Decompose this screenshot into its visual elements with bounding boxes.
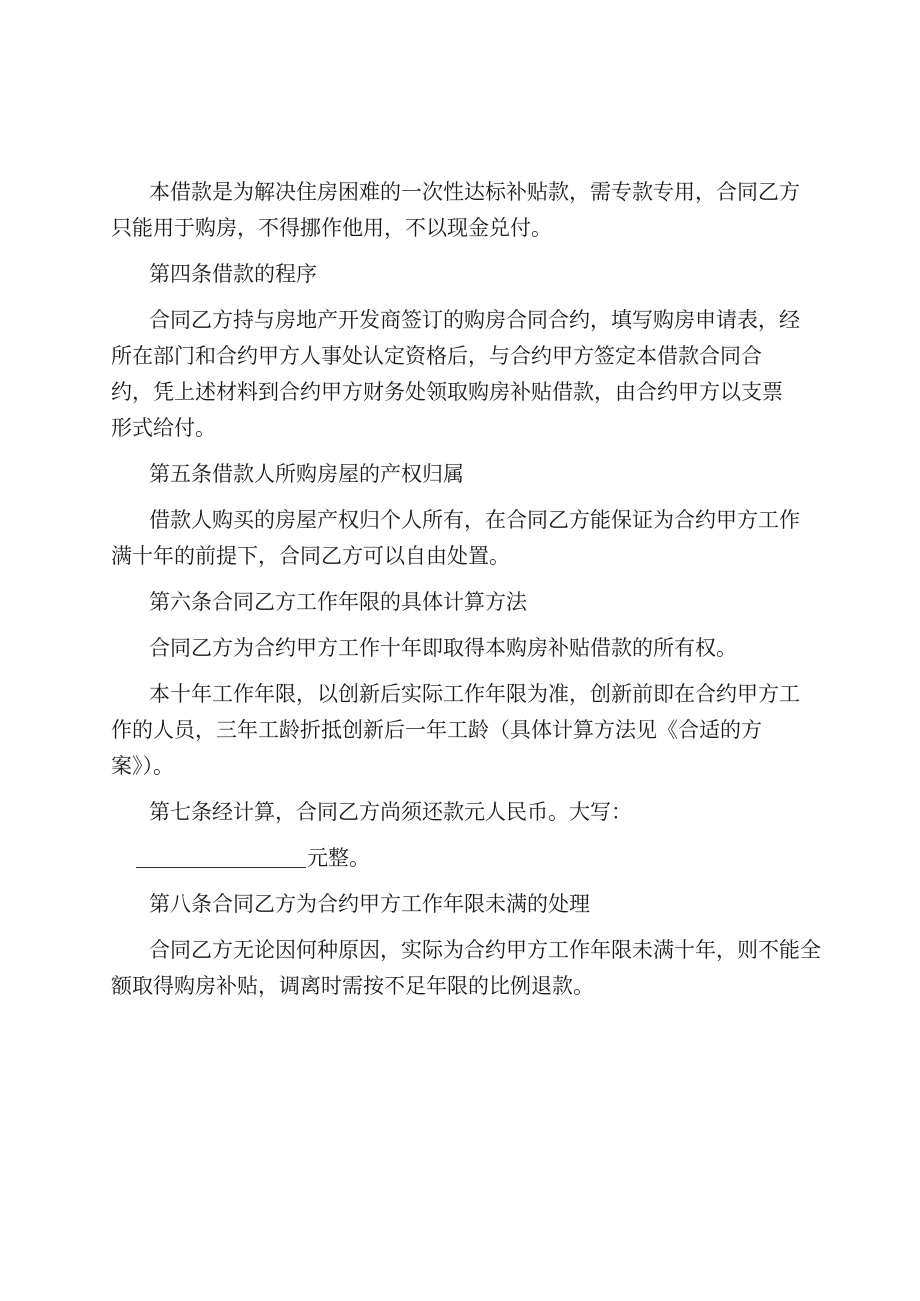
heading-article-8: 第八条合同乙方为合约甲方工作年限未满的处理: [149, 892, 590, 916]
amount-in-words-line: [149, 840, 799, 876]
heading-article-4: 第四条借款的程序: [149, 262, 317, 286]
text-line: 所在部门和合约甲方人事处认定资格后，与合约甲方签定本借款合同合: [111, 344, 762, 368]
paragraph-property-ownership: [111, 502, 800, 574]
paragraph-loan-purpose: [111, 174, 800, 246]
text-line: 本借款是为解决住房困难的一次性达标补贴款，需专款专用，合同乙方: [149, 180, 800, 204]
heading-article-6: 第六条合同乙方工作年限的具体计算方法: [149, 590, 527, 614]
text-line: 只能用于购房，不得挪作他用，不以现金兑付。: [111, 216, 552, 240]
text-line: 约，凭上述材料到合约甲方财务处领取购房补贴借款，由合约甲方以支票: [111, 380, 783, 404]
text-line: 额取得购房补贴，调离时需按不足年限的比例退款。: [111, 974, 594, 998]
text-line: 合同乙方无论因何种原因，实际为合约甲方工作年限未满十年，则不能全: [149, 938, 821, 962]
paragraph-early-leave: [111, 932, 821, 1004]
text-line: 作的人员，三年工龄折抵创新后一年工龄（具体计算方法见《合适的方: [111, 718, 762, 742]
text-line: 合同乙方持与房地产开发商签订的购房合同合约，填写购房申请表，经: [149, 308, 800, 332]
document-body: [111, 174, 821, 1004]
text-line: 合同乙方为合约甲方工作十年即取得本购房补贴借款的所有权。: [149, 636, 737, 660]
heading-article-5: 第五条借款人所购房屋的产权归属: [149, 462, 464, 486]
text-line: 满十年的前提下，合同乙方可以自由处置。: [111, 544, 510, 568]
text-line: 借款人购买的房屋产权归个人所有，在合同乙方能保证为合约甲方工作: [149, 508, 800, 532]
heading-article-7: 第七条经计算，合同乙方尚须还款元人民币。大写：: [149, 800, 632, 824]
paragraph-loan-procedure: [111, 302, 800, 446]
text-line: 案》）。: [111, 754, 174, 778]
text-line: 本十年工作年限，以创新后实际工作年限为准，创新前即在合约甲方工: [149, 682, 800, 706]
text-line: 形式给付。: [111, 416, 216, 440]
amount-blank-field[interactable]: [136, 847, 306, 868]
paragraph-ownership-rule: [149, 630, 799, 666]
paragraph-service-years: [111, 676, 800, 784]
amount-suffix: 元整。: [307, 846, 370, 870]
